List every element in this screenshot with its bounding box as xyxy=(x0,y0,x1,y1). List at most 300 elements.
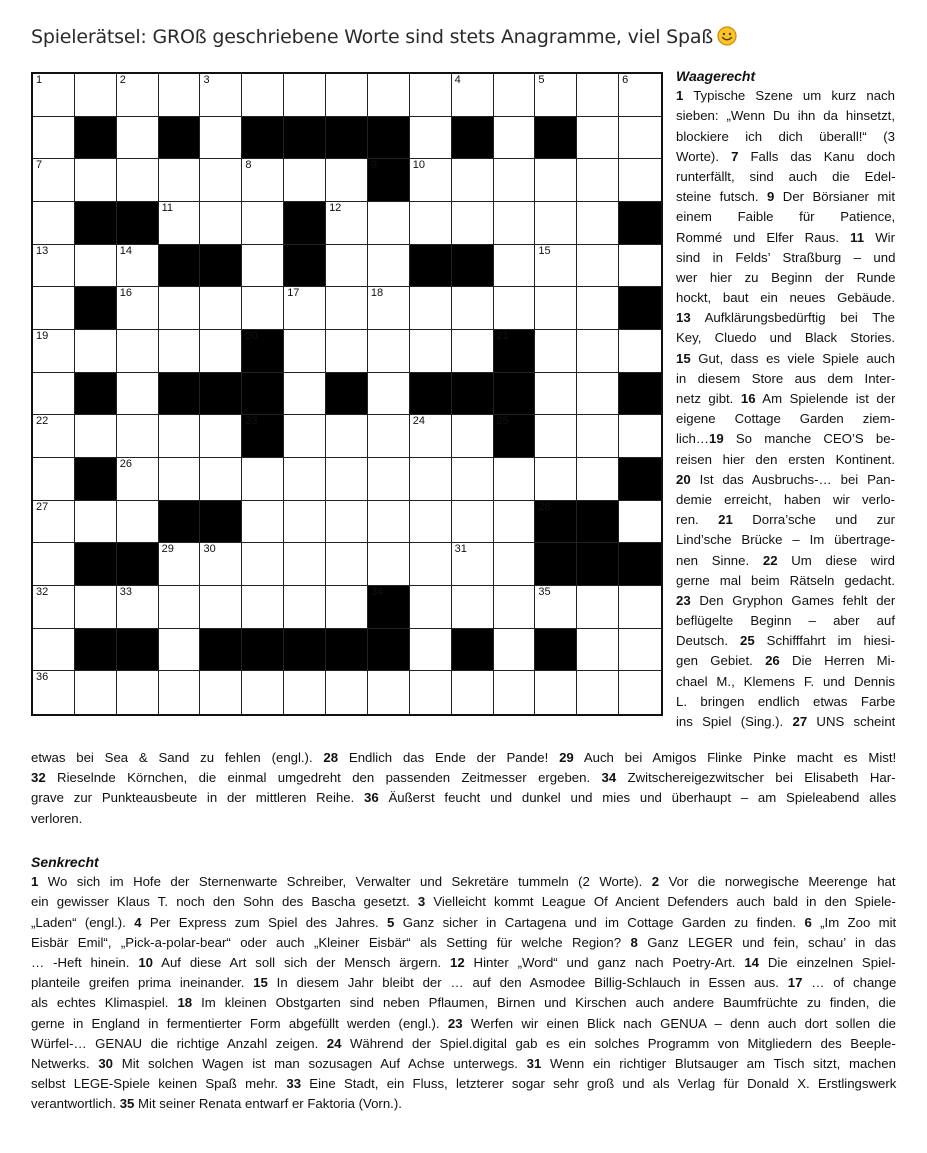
text-line xyxy=(676,591,895,611)
clue-number-label: 8 xyxy=(630,934,638,950)
clue-text: runterfällt, sind auch die Edel- xyxy=(676,168,895,184)
grid-cell[interactable] xyxy=(577,117,619,160)
clue-text: steine futsch. xyxy=(676,189,767,205)
grid-cell[interactable] xyxy=(535,415,577,458)
grid-cell[interactable] xyxy=(452,543,494,586)
clue-text: Auf diese Art soll sich der Mensch ärgern. xyxy=(152,954,450,970)
grid-cell[interactable] xyxy=(117,287,159,330)
clue-number-label: 25 xyxy=(740,633,755,649)
clue-number: 23 xyxy=(245,415,258,428)
grid-cell[interactable] xyxy=(577,629,619,672)
grid-cell[interactable] xyxy=(326,74,368,117)
grid-cell[interactable] xyxy=(577,458,619,501)
grid-cell[interactable] xyxy=(200,458,242,501)
clue-text: einem Faible für Patience, xyxy=(676,209,895,225)
clue-number-label: 3 xyxy=(417,894,426,910)
black-cell xyxy=(284,202,326,245)
grid-cell[interactable] xyxy=(33,415,75,458)
clue-number-label: 36 xyxy=(364,790,379,806)
clue-number: 4 xyxy=(454,74,461,86)
grid-cell[interactable] xyxy=(242,74,284,117)
grid-cell[interactable] xyxy=(368,458,410,501)
clue-text: sind in Felds’ Straßburg – und xyxy=(676,249,895,265)
grid-cell[interactable] xyxy=(242,202,284,245)
black-cell xyxy=(619,458,661,501)
grid-cell[interactable] xyxy=(159,458,201,501)
grid-cell[interactable] xyxy=(535,159,577,202)
grid-cell[interactable] xyxy=(619,586,661,629)
text-line xyxy=(676,228,895,248)
grid-cell[interactable] xyxy=(200,671,242,714)
grid-cell[interactable] xyxy=(33,629,75,672)
clue-text: Hinter „Word“ und ganz nach Poetry-Art. xyxy=(464,954,745,970)
grid-cell[interactable] xyxy=(619,74,661,117)
grid-cell[interactable] xyxy=(75,415,117,458)
grid-cell[interactable] xyxy=(410,415,452,458)
clue-number: 36 xyxy=(36,671,49,684)
grid-cell[interactable] xyxy=(284,415,326,458)
grid-cell[interactable] xyxy=(535,373,577,416)
clue-text: ren. xyxy=(676,512,719,528)
text-line xyxy=(31,1094,896,1114)
grid-cell[interactable] xyxy=(284,74,326,117)
grid-cell[interactable] xyxy=(410,501,452,544)
senkrecht-heading: Senkrecht xyxy=(31,854,99,870)
grid-cell[interactable] xyxy=(33,202,75,245)
grid-cell[interactable] xyxy=(410,159,452,202)
grid-cell[interactable] xyxy=(200,202,242,245)
clue-text: So manche CEO’S be- xyxy=(723,431,895,447)
black-cell xyxy=(75,629,117,672)
grid-cell[interactable] xyxy=(452,458,494,501)
clue-text: Key, Cluedo und Black Stories. xyxy=(676,330,895,346)
grid-cell[interactable] xyxy=(33,287,75,330)
text-line xyxy=(676,207,895,227)
grid-cell[interactable] xyxy=(326,415,368,458)
clue-text: Typische Szene um kurz nach xyxy=(683,88,895,104)
grid-cell[interactable] xyxy=(494,586,536,629)
clue-number: 11 xyxy=(161,202,174,214)
clue-text: ins Spiel (Sing.). xyxy=(676,714,793,729)
text-line xyxy=(31,892,896,912)
grid-cell[interactable] xyxy=(159,287,201,330)
clue-number: 2 xyxy=(119,74,126,86)
clue-text: Um diese wird xyxy=(777,552,895,568)
grid-cell[interactable] xyxy=(494,117,536,160)
clue-number: 26 xyxy=(119,458,132,470)
black-cell xyxy=(619,202,661,245)
grid-cell[interactable] xyxy=(200,415,242,458)
clue-text: eigene Cottage Garden ziem- xyxy=(676,411,895,427)
grid-cell[interactable] xyxy=(410,458,452,501)
clue-text: Falls das Kanu doch xyxy=(738,148,895,164)
grid-cell[interactable] xyxy=(368,415,410,458)
grid-cell[interactable] xyxy=(494,543,536,586)
grid-cell[interactable] xyxy=(410,74,452,117)
text-line xyxy=(676,268,895,288)
grid-cell[interactable] xyxy=(117,586,159,629)
grid-cell[interactable] xyxy=(33,245,75,288)
grid-cell[interactable] xyxy=(452,671,494,714)
grid-cell[interactable] xyxy=(577,159,619,202)
text-line xyxy=(676,692,895,712)
clue-text: verloren. xyxy=(31,810,83,826)
grid-cell[interactable] xyxy=(452,202,494,245)
grid-cell[interactable] xyxy=(494,629,536,672)
grid-cell[interactable] xyxy=(159,671,201,714)
waagerecht-column-lines xyxy=(676,86,895,732)
grid-cell[interactable] xyxy=(494,501,536,544)
grid-cell[interactable] xyxy=(619,245,661,288)
grid-cell[interactable] xyxy=(452,159,494,202)
grid-cell[interactable] xyxy=(326,287,368,330)
clue-text: chael M., Klemens F. und Dennis xyxy=(676,673,895,689)
grid-cell[interactable] xyxy=(535,458,577,501)
grid-cell[interactable] xyxy=(33,586,75,629)
grid-cell[interactable] xyxy=(284,501,326,544)
clue-text: Rommé und Elfer Raus. xyxy=(676,229,851,245)
grid-cell[interactable] xyxy=(242,671,284,714)
grid-cell[interactable] xyxy=(368,330,410,373)
grid-cell[interactable] xyxy=(410,671,452,714)
grid-cell[interactable] xyxy=(619,159,661,202)
clue-text: Der Börsianer mit xyxy=(774,189,895,205)
clue-number-label: 24 xyxy=(326,1035,342,1051)
clue-text: Äußerst feucht und dunkel und mies und überhaupt – am Spieleabend alles xyxy=(378,790,897,806)
text-line xyxy=(676,672,895,692)
black-cell xyxy=(242,415,284,458)
grid-cell[interactable] xyxy=(200,159,242,202)
grid-cell[interactable] xyxy=(368,74,410,117)
clue-number-label: 1 xyxy=(676,88,684,104)
grid-cell[interactable] xyxy=(284,373,326,416)
text-line xyxy=(676,611,895,631)
grid-cell[interactable] xyxy=(410,117,452,160)
clue-number: 27 xyxy=(36,500,49,513)
grid-cell[interactable] xyxy=(242,458,284,501)
grid-cell[interactable] xyxy=(535,671,577,714)
grid-cell[interactable] xyxy=(75,671,117,714)
grid-cell[interactable] xyxy=(368,287,410,330)
grid-cell[interactable] xyxy=(368,245,410,288)
grid-cell[interactable] xyxy=(494,671,536,714)
clue-number-label: 31 xyxy=(526,1055,542,1071)
grid-cell[interactable] xyxy=(117,245,159,288)
grid-cell[interactable] xyxy=(117,415,159,458)
grid-cell[interactable] xyxy=(577,287,619,330)
grid-cell[interactable] xyxy=(284,159,326,202)
grid-cell[interactable] xyxy=(452,74,494,117)
grid-cell[interactable] xyxy=(75,330,117,373)
grid-cell[interactable] xyxy=(326,501,368,544)
grid-cell[interactable] xyxy=(619,501,661,544)
grid-cell[interactable] xyxy=(117,159,159,202)
text-line xyxy=(676,530,895,550)
grid-cell[interactable] xyxy=(33,458,75,501)
black-cell xyxy=(410,245,452,288)
grid-cell[interactable] xyxy=(200,74,242,117)
clue-text: Ganz sicher in Cartagena und im Cottage Garden zu finden. xyxy=(394,914,805,930)
grid-cell[interactable] xyxy=(33,543,75,586)
grid-cell[interactable] xyxy=(326,543,368,586)
clue-text: Dorra’sche und zur xyxy=(732,512,895,528)
grid-cell[interactable] xyxy=(242,586,284,629)
clue-text: demie erreicht, haben wir verlo- xyxy=(676,491,895,507)
clue-text: Während der Spiel.digital gab es ein solches Programm von Mitgliedern des Beeple- xyxy=(341,1035,896,1051)
grid-cell[interactable] xyxy=(33,117,75,160)
clue-number: 3 xyxy=(203,74,210,86)
grid-cell[interactable] xyxy=(494,287,536,330)
grid-cell[interactable] xyxy=(75,586,117,629)
clue-number-label: 32 xyxy=(31,770,46,786)
grid-cell[interactable] xyxy=(284,330,326,373)
clue-number: 15 xyxy=(538,244,551,257)
clue-number: 17 xyxy=(287,287,300,300)
clue-text: Vor die norwegische Meerenge hat xyxy=(659,874,896,890)
grid-cell[interactable] xyxy=(75,74,117,117)
grid-cell[interactable] xyxy=(410,543,452,586)
clue-number-label: 35 xyxy=(119,1096,135,1112)
clue-text: selbst LEGE-Spiele keinen Spaß mehr. xyxy=(31,1076,287,1092)
clue-text: sieben: „Wenn Du ihn da hinsetzt, xyxy=(676,108,895,124)
grid-cell[interactable] xyxy=(117,74,159,117)
grid-cell[interactable] xyxy=(619,415,661,458)
grid-cell[interactable] xyxy=(159,629,201,672)
clue-text: Worte). xyxy=(676,148,732,164)
grid-cell[interactable] xyxy=(200,287,242,330)
clue-number-label: 4 xyxy=(134,914,142,930)
grid-cell[interactable] xyxy=(535,287,577,330)
black-cell xyxy=(159,117,201,160)
clue-number: 19 xyxy=(36,330,49,342)
grid-cell[interactable] xyxy=(494,74,536,117)
black-cell xyxy=(368,117,410,160)
text-line xyxy=(676,308,895,328)
grid-cell[interactable] xyxy=(410,202,452,245)
grid-cell[interactable] xyxy=(200,586,242,629)
grid-cell[interactable] xyxy=(368,671,410,714)
text-line xyxy=(676,369,895,389)
grid-cell[interactable] xyxy=(159,415,201,458)
clue-text: Gut, dass es viele Spiele auch xyxy=(690,350,895,366)
clue-text: etwas bei Sea & Sand zu fehlen (engl.). xyxy=(31,750,324,765)
clue-number-label: 9 xyxy=(766,189,775,205)
grid-cell[interactable] xyxy=(410,330,452,373)
grid-cell[interactable] xyxy=(535,245,577,288)
clue-number: 5 xyxy=(538,74,545,86)
grid-cell[interactable] xyxy=(368,373,410,416)
clue-text: Rieselnde Körnchen, die einmal umgedreht den passenden Zeitmesser ergeben. xyxy=(45,770,602,786)
grid-cell[interactable] xyxy=(326,245,368,288)
grid-cell[interactable] xyxy=(535,586,577,629)
grid-cell[interactable] xyxy=(452,287,494,330)
text-line xyxy=(676,288,895,308)
grid-cell[interactable] xyxy=(410,287,452,330)
grid-cell[interactable] xyxy=(368,501,410,544)
grid-cell[interactable] xyxy=(577,373,619,416)
grid-cell[interactable] xyxy=(368,202,410,245)
grid-cell[interactable] xyxy=(619,629,661,672)
grid-cell[interactable] xyxy=(242,245,284,288)
text-line xyxy=(31,1074,896,1094)
grid-cell[interactable] xyxy=(117,117,159,160)
grid-cell[interactable] xyxy=(494,159,536,202)
grid-cell[interactable] xyxy=(159,202,201,245)
text-line xyxy=(676,510,895,530)
grid-cell[interactable] xyxy=(577,74,619,117)
grid-cell[interactable] xyxy=(535,330,577,373)
text-line xyxy=(676,167,895,187)
black-cell xyxy=(242,373,284,416)
grid-cell[interactable] xyxy=(159,543,201,586)
clue-text: Wir xyxy=(864,229,895,245)
grid-cell[interactable] xyxy=(410,629,452,672)
grid-cell[interactable] xyxy=(284,671,326,714)
grid-cell[interactable] xyxy=(159,74,201,117)
black-cell xyxy=(619,287,661,330)
text-line xyxy=(31,809,896,829)
grid-cell[interactable] xyxy=(200,330,242,373)
text-line xyxy=(676,490,895,510)
clue-number: 13 xyxy=(36,244,49,257)
black-cell xyxy=(535,543,577,586)
grid-cell[interactable] xyxy=(452,586,494,629)
grid-cell[interactable] xyxy=(284,543,326,586)
grid-cell[interactable] xyxy=(242,159,284,202)
text-line xyxy=(676,429,895,449)
grid-cell[interactable] xyxy=(452,330,494,373)
clue-number-label: 19 xyxy=(708,431,724,447)
grid-cell[interactable] xyxy=(284,287,326,330)
grid-cell[interactable] xyxy=(33,74,75,117)
clue-text: Netwerks. xyxy=(31,1055,99,1071)
grid-cell[interactable] xyxy=(494,458,536,501)
clue-text: ein gewisser Klaus T. noch den Sohn des Bascha gesetzt. xyxy=(31,894,418,910)
grid-cell[interactable] xyxy=(33,330,75,373)
grid-cell[interactable] xyxy=(326,159,368,202)
grid-cell[interactable] xyxy=(452,415,494,458)
text-line xyxy=(676,86,895,106)
black-cell xyxy=(200,629,242,672)
black-cell xyxy=(75,458,117,501)
grid-cell[interactable] xyxy=(577,671,619,714)
grid-cell[interactable] xyxy=(75,159,117,202)
clue-number: 10 xyxy=(412,159,426,172)
text-line xyxy=(676,248,895,268)
grid-cell[interactable] xyxy=(326,458,368,501)
clue-number-label: 1 xyxy=(31,874,39,890)
clue-number-label: 10 xyxy=(138,954,153,970)
grid-cell[interactable] xyxy=(159,159,201,202)
clue-number: 24 xyxy=(412,415,426,428)
grid-cell[interactable] xyxy=(117,671,159,714)
clue-number-label: 17 xyxy=(787,975,803,991)
grid-cell[interactable] xyxy=(284,586,326,629)
clue-number-label: 14 xyxy=(744,954,760,970)
clue-number-label: 21 xyxy=(718,512,733,528)
grid-cell[interactable] xyxy=(33,159,75,202)
clue-text: Ganz LEGER und fein, schau’ in das xyxy=(637,934,896,950)
clue-number-label: 13 xyxy=(676,310,691,326)
grid-cell[interactable] xyxy=(326,202,368,245)
grid-cell[interactable] xyxy=(326,586,368,629)
grid-cell[interactable] xyxy=(159,330,201,373)
grid-cell[interactable] xyxy=(284,458,326,501)
grid-cell[interactable] xyxy=(368,543,410,586)
grid-cell[interactable] xyxy=(200,117,242,160)
clue-text: Endlich das Ende der Pande! xyxy=(338,750,560,765)
black-cell xyxy=(452,629,494,672)
grid-cell[interactable] xyxy=(33,373,75,416)
black-cell xyxy=(117,202,159,245)
black-cell xyxy=(452,245,494,288)
grid-cell[interactable] xyxy=(159,586,201,629)
clue-text: Werfen wir einen Blick nach GENUA – denn auch dort sollen die xyxy=(462,1015,896,1031)
grid-cell[interactable] xyxy=(410,586,452,629)
grid-cell[interactable] xyxy=(326,671,368,714)
clue-number-label: 15 xyxy=(676,350,691,366)
clue-number: 12 xyxy=(329,202,342,214)
grid-cell[interactable] xyxy=(117,458,159,501)
black-cell xyxy=(452,373,494,416)
text-line xyxy=(31,1014,896,1034)
grid-cell[interactable] xyxy=(326,330,368,373)
grid-cell[interactable] xyxy=(242,501,284,544)
grid-cell[interactable] xyxy=(75,245,117,288)
grid-cell[interactable] xyxy=(242,287,284,330)
grid-cell[interactable] xyxy=(619,671,661,714)
clue-number: 32 xyxy=(36,586,49,598)
clue-text: hockt, baut ein neues Gebäude. xyxy=(676,290,895,306)
grid-cell[interactable] xyxy=(619,330,661,373)
black-cell xyxy=(619,543,661,586)
grid-cell[interactable] xyxy=(535,74,577,117)
text-line xyxy=(676,127,895,147)
grid-cell[interactable] xyxy=(577,415,619,458)
clue-number-label: 12 xyxy=(449,954,465,970)
clue-number-label: 29 xyxy=(559,750,574,765)
page-title xyxy=(31,26,737,51)
grid-cell[interactable] xyxy=(200,543,242,586)
grid-cell[interactable] xyxy=(33,501,75,544)
black-cell xyxy=(200,501,242,544)
grid-cell[interactable] xyxy=(494,202,536,245)
black-cell xyxy=(368,629,410,672)
black-cell xyxy=(535,501,577,544)
clue-number-label: 16 xyxy=(740,391,756,406)
grid-cell[interactable] xyxy=(117,330,159,373)
grid-cell[interactable] xyxy=(75,501,117,544)
clue-text: beflügelte Beginn – aber auf xyxy=(676,613,895,629)
grid-cell[interactable] xyxy=(577,330,619,373)
grid-cell[interactable] xyxy=(117,501,159,544)
grid-cell[interactable] xyxy=(494,245,536,288)
grid-cell[interactable] xyxy=(117,373,159,416)
clue-number: 33 xyxy=(119,586,132,598)
grid-cell[interactable] xyxy=(577,245,619,288)
grid-cell[interactable] xyxy=(452,501,494,544)
clue-number: 20 xyxy=(245,330,258,342)
grid-cell[interactable] xyxy=(242,543,284,586)
grid-cell[interactable] xyxy=(535,202,577,245)
text-line xyxy=(676,106,895,126)
grid-cell[interactable] xyxy=(33,671,75,714)
grid-cell[interactable] xyxy=(577,586,619,629)
clue-number: 35 xyxy=(538,586,551,598)
grid-cell[interactable] xyxy=(577,202,619,245)
clue-number-label: 11 xyxy=(850,229,865,245)
grid-cell[interactable] xyxy=(619,117,661,160)
